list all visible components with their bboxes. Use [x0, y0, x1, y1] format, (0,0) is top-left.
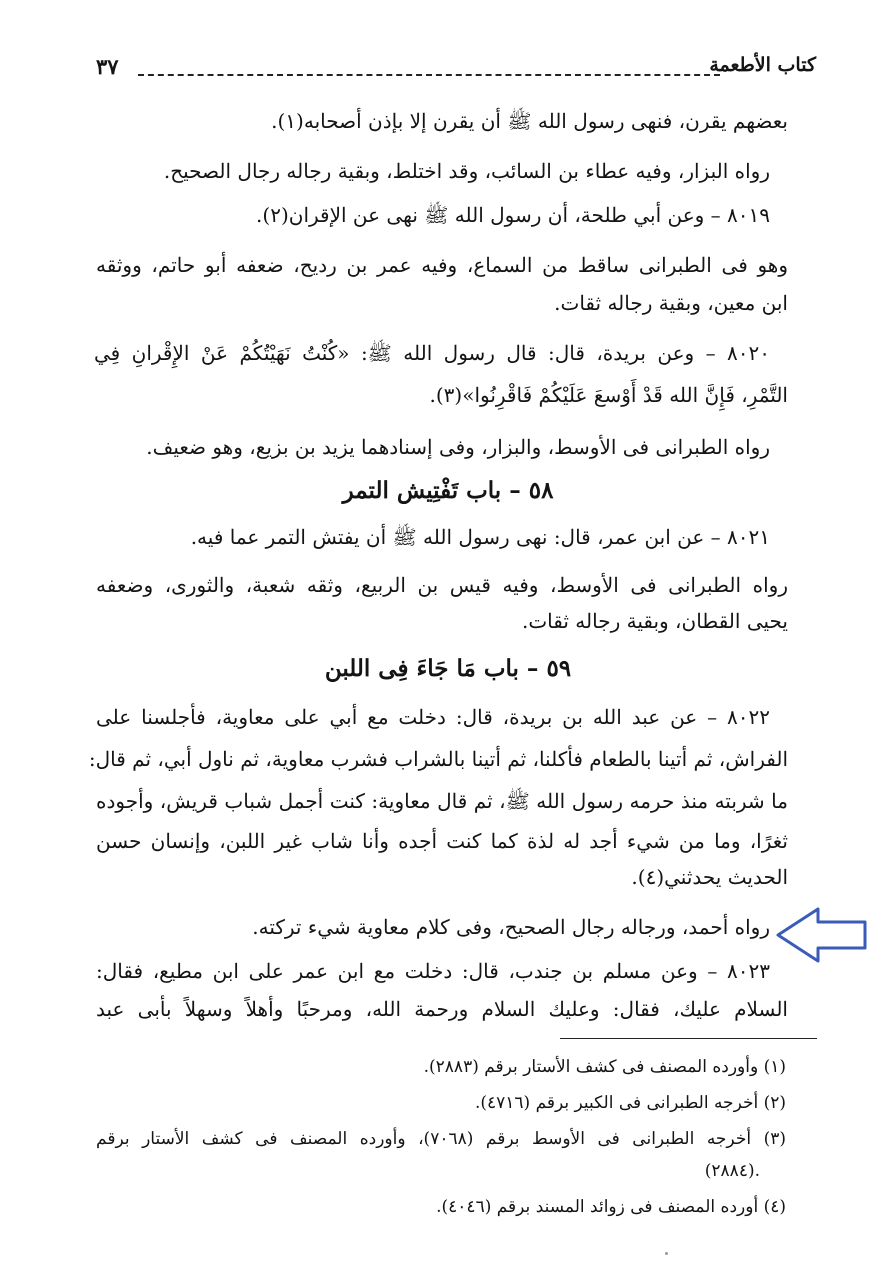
body-line: يحيى القطان، وبقية رجاله ثقات.: [521, 609, 788, 633]
body-line: الحديث يحدثني(٤).: [631, 865, 788, 889]
body-line: رواه أحمد، ورجاله رجال الصحيح، وفى كلام معاوية شيء تركته.: [252, 915, 770, 939]
chapter-58-title: ٥٨ – باب تَفْتِيش التمر: [342, 477, 554, 504]
chapter-59-title: ٥٩ – باب مَا جَاءَ فِى اللبن: [324, 655, 572, 682]
header-dashed-rule: [138, 74, 720, 76]
hadith-8023: ٨٠٢٣ – وعن مسلم بن جندب، قال: دخلت مع ابن عمر على ابن مطيع، فقال:: [96, 959, 770, 983]
footnote: (١) وأورده المصنف فى كشف الأستار برقم (٢٨٨٣).: [423, 1057, 786, 1077]
footnote: (٤) أورده المصنف فى زوائد المسند برقم (٤٠٤٦).: [436, 1197, 786, 1217]
body-line: ثغرًا، وما من شيء أجد له لذة كما كنت أجده وأنا شاب غير اللبن، وإنسان حسن: [96, 829, 788, 853]
footnote: (٢) أخرجه الطبرانى فى الكبير برقم (٤٧١٦).: [474, 1093, 786, 1113]
hadith-8021: ٨٠٢١ – عن ابن عمر، قال: نهى رسول الله ﷺ أن يفتش التمر عما فيه.: [190, 525, 770, 549]
page-number: ٣٧: [96, 54, 119, 79]
footnote: (٢٨٨٤).: [704, 1161, 760, 1181]
body-line: السلام عليك، فقال: وعليك السلام ورحمة الله، ومرحبًا وأهلاً وسهلاً بأبى عبد: [96, 997, 788, 1021]
body-line: رواه الطبرانى فى الأوسط، وفيه قيس بن الربيع، وثقه شعبة، والثورى، وضعفه: [96, 573, 788, 597]
body-line: رواه البزار، وفيه عطاء بن السائب، وقد اختلط، وبقية رجاله رجال الصحيح.: [163, 159, 770, 183]
hadith-8022: ٨٠٢٢ – عن عبد الله بن بريدة، قال: دخلت مع أبي على معاوية، فأجلسنا على: [96, 705, 770, 729]
left-arrow-icon: [776, 906, 868, 964]
hadith-8019: ٨٠١٩ – وعن أبي طلحة، أن رسول الله ﷺ نهى عن الإقران(٢).: [256, 203, 770, 227]
footnote: (٣) أخرجه الطبرانى فى الأوسط برقم (٧٠٦٨)، وأورده المصنف فى كشف الأستار برقم: [96, 1129, 786, 1149]
scan-speck: [665, 1252, 668, 1255]
book-title: كتاب الأطعمة: [709, 54, 816, 76]
body-line: وهو فى الطبرانى ساقط من السماع، وفيه عمر بن رديح، ضعفه أبو حاتم، ووثقه: [96, 253, 788, 277]
body-line: ما شربته منذ حرمه رسول الله ﷺ، ثم قال معاوية: كنت أجمل شباب قريش، وأجوده: [96, 789, 788, 813]
running-header: [96, 54, 816, 88]
body-line: ابن معين، وبقية رجاله ثقات.: [554, 291, 788, 315]
hadith-8020: ٨٠٢٠ – وعن بريدة، قال: قال رسول الله ﷺ: «كُنْتُ نَهَيْتُكُمْ عَنْ الإِقْرانِ فِي: [94, 341, 770, 365]
footnote-separator: [560, 1038, 817, 1039]
body-line: رواه الطبرانى فى الأوسط، والبزار، وفى إسنادهما يزيد بن بزيع، وهو ضعيف.: [146, 435, 770, 459]
body-line: الفراش، ثم أتينا بالطعام فأكلنا، ثم أتينا بالشراب فشرب معاوية، ثم ناول أبي، ثم قال:: [88, 747, 788, 771]
body-line: التَّمْرِ، فَإِنَّ الله قَدْ أَوْسعَ عَلَيْكُمْ فَاقْرِنُوا»(٣).: [429, 383, 788, 407]
body-line: بعضهم يقرن، فنهى رسول الله ﷺ أن يقرن إلا بإذن أصحابه(١).: [271, 109, 788, 133]
